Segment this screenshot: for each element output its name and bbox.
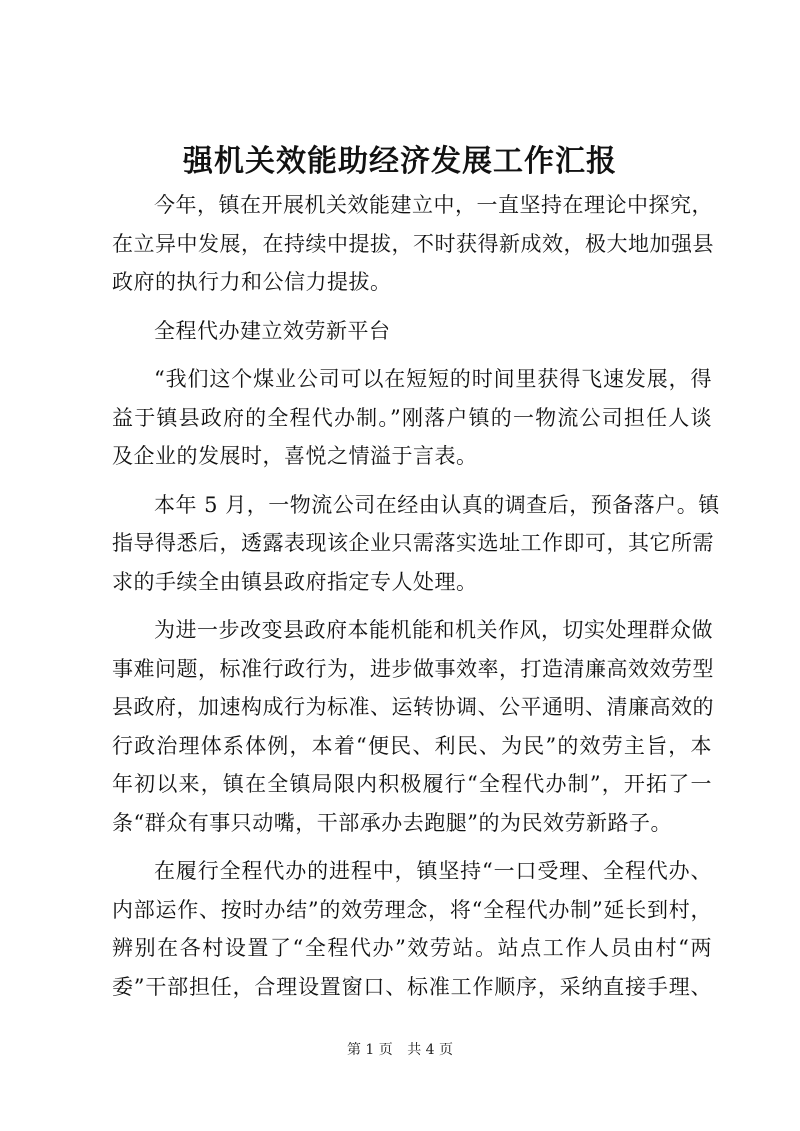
- section-heading: 全程代办建立效劳新平台: [154, 318, 391, 343]
- text-line: 委”干部担任，合理设置窗口、标准工作顺序，采纳直接手理、: [112, 974, 712, 999]
- text-line: 今年，镇在开展机关效能建立中，一直坚持在理论中探究，: [154, 193, 713, 217]
- page-total: 共 4 页: [407, 1042, 454, 1058]
- text-line: 求的手续全由镇县政府指定专人处理。: [112, 569, 478, 594]
- text-line: 年初以来，镇在全镇局限内积极履行“全程代办制”，开拓了一: [112, 772, 712, 796]
- text-line: 在立异中发展，在持续中提拔，不时获得新成效，极大地加强县: [112, 231, 714, 256]
- text-line: 益于镇县政府的全程代办制。”刚落户镇的一物流公司担任人谈: [112, 405, 712, 430]
- text-line: 本年 5 月，一物流公司在经由认真的调查后，预备落户。镇: [154, 492, 720, 517]
- text-line: 事难问题，标准行政行为，进步做事效率，打造清廉高效效劳型: [112, 656, 714, 681]
- text-line: 辨别在各村设置了“全程代办”效劳站。站点工作人员由村“两: [112, 936, 712, 960]
- text-line: 行政治理体系体例，本着“便民、利民、为民”的效劳主旨，本: [112, 733, 712, 758]
- text-line: 条“群众有事只动嘴，干部承办去跑腿”的为民效劳新路子。: [112, 810, 672, 835]
- document-body: [112, 186, 720, 1006]
- text-line: 指导得悉后，透露表现该企业只需落实选址工作即可，其它所需: [112, 531, 714, 555]
- text-line: “我们这个煤业公司可以在短短的时间里获得飞速发展，得: [154, 367, 712, 391]
- text-line: 在履行全程代办的进程中，镇坚持“一口受理、全程代办、: [154, 859, 712, 883]
- text-line: 县政府，加速构成行为标准、运转协调、公平通明、清廉高效的: [112, 695, 714, 719]
- text-line: 及企业的发展时，喜悦之情溢于言表。: [112, 444, 478, 468]
- text-line: 为进一步改变县政府本能机能和机关作风，切实处理群众做: [154, 618, 713, 642]
- text-line: 内部运作、按时办结”的效劳理念，将“全程代办制”延长到村，: [112, 897, 712, 922]
- text-line: 政府的执行力和公信力提拔。: [112, 270, 392, 294]
- page-footer: [0, 1040, 800, 1060]
- document-title: 强机关效能助经济发展工作汇报: [183, 144, 617, 179]
- page-number: 第 1 页: [346, 1042, 393, 1058]
